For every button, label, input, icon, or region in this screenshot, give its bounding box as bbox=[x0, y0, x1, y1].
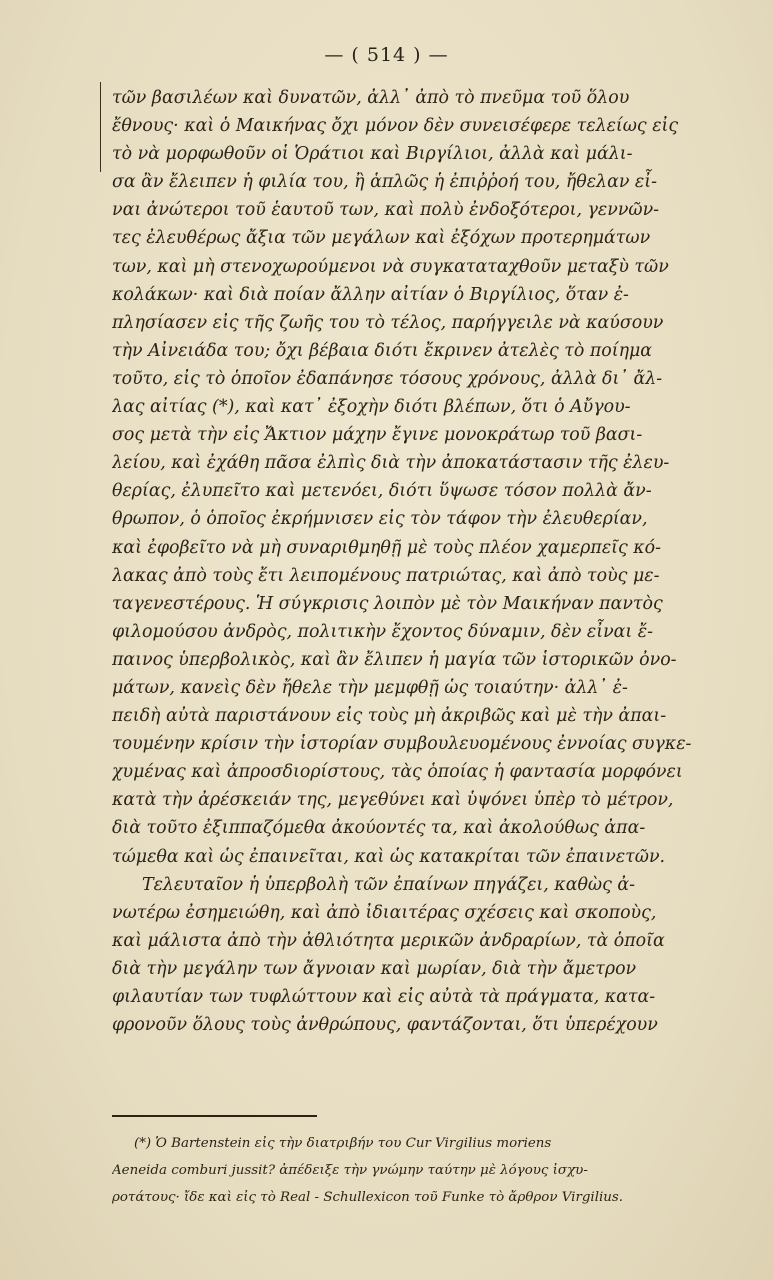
text-line: φρονοῦν ὅλους τοὺς ἀνθρώπους, φαντάζονται, ὅτι ὑπερέχουν bbox=[112, 1015, 658, 1036]
text-line: θερίας, ἐλυπεῖτο καὶ μετενόει, διότι ὕψωσε τόσον πολλὰ ἄν- bbox=[112, 481, 652, 502]
text-line: σος μετὰ τὴν εἰς Ἄκτιον μάχην ἔγινε μονοκράτωρ τοῦ βασι- bbox=[112, 425, 643, 446]
text-line: καὶ μάλιστα ἀπὸ τὴν ἀθλιότητα μερικῶν ἀνδραρίων, τὰ ὁποῖα bbox=[112, 930, 665, 951]
text-line: πειδὴ αὐτὰ παριστάνουν εἰς τοὺς μὴ ἀκριβῶς καὶ μὲ τὴν ἀπαι- bbox=[112, 706, 667, 727]
text-line: νωτέρω ἐσημειώθη, καὶ ἀπὸ ἰδιαιτέρας σχέσεις καὶ σκοποὺς, bbox=[112, 902, 657, 923]
text-line: ναι ἀνώτεροι τοῦ ἑαυτοῦ των, καὶ πολὺ ἐνδοξότεροι, γεννῶν- bbox=[112, 200, 660, 221]
margin-mark bbox=[100, 82, 101, 172]
text-line: καὶ ἐφοβεῖτο νὰ μὴ συναριθμηθῇ μὲ τοὺς πλέον χαμερπεῖς κό- bbox=[112, 537, 661, 558]
footnote bbox=[112, 1130, 747, 1211]
main-text bbox=[112, 84, 742, 1039]
text-line: των, καὶ μὴ στενοχωρούμενοι νὰ συγκαταταχθοῦν μεταξὺ τῶν bbox=[112, 256, 669, 277]
text-line: τώμεθα καὶ ὡς ἐπαινεῖται, καὶ ὡς κατακρίται τῶν ἐπαινετῶν. bbox=[112, 846, 666, 867]
text-line: θρωπον, ὁ ὁποῖος ἐκρήμνισεν εἰς τὸν τάφον τὴν ἐλευθερίαν, bbox=[112, 509, 648, 530]
text-line: τὸ νὰ μορφωθοῦν οἱ Ὁράτιοι καὶ Βιργίλιοι, ἀλλὰ καὶ μάλι- bbox=[112, 144, 633, 165]
text-line: λακας ἀπὸ τοὺς ἔτι λειπομένους πατριώτας, καὶ ἀπὸ τοὺς με- bbox=[112, 565, 660, 586]
footnote-line: Aeneida comburi jussit? ἀπέδειξε τὴν γνώμην ταύτην μὲ λόγους ἰσχυ- bbox=[112, 1163, 588, 1178]
text-line: λας αἰτίας (*), καὶ κατ᾽ ἐξοχὴν διότι βλέπων, ὅτι ὁ Αὔγου- bbox=[112, 397, 631, 418]
text-line: φιλομούσου ἀνδρὸς, πολιτικὴν ἔχοντος δύναμιν, δὲν εἶναι ἔ- bbox=[112, 621, 653, 642]
text-line: παινος ὑπερβολικὸς, καὶ ἂν ἔλιπεν ἡ μαγία τῶν ἱστορικῶν ὀνο- bbox=[112, 649, 677, 670]
text-line: τοῦτο, εἰς τὸ ὁποῖον ἐδαπάνησε τόσους χρόνους, ἀλλὰ δι᾽ ἄλ- bbox=[112, 368, 663, 389]
text-line: ταγενεστέρους. Ἡ σύγκρισις λοιπὸν μὲ τὸν Μαικήναν παντὸς bbox=[112, 593, 663, 614]
text-line: λείου, καὶ ἐχάθη πᾶσα ἐλπὶς διὰ τὴν ἀποκατάστασιν τῆς ἐλευ- bbox=[112, 453, 670, 474]
text-line: κατὰ τὴν ἀρέσκειάν της, μεγεθύνει καὶ ὑψόνει ὑπὲρ τὸ μέτρον, bbox=[112, 790, 674, 811]
text-line: τουμένην κρίσιν τὴν ἱστορίαν συμβουλευομένους ἐννοίας συγκε- bbox=[112, 734, 692, 755]
footnote-line: (*) Ὁ Bartenstein εἰς τὴν διατριβήν του Cur Virgilius moriens bbox=[134, 1136, 552, 1151]
text-line: ἔθνους· καὶ ὁ Μαικήνας ὄχι μόνον δὲν συνεισέφερε τελείως εἰς bbox=[112, 116, 679, 137]
text-line: διὰ τοῦτο ἐξιππαζόμεθα ἀκούοντές τα, καὶ ἀκολούθως ἀπα- bbox=[112, 818, 646, 839]
text-line: φιλαυτίαν των τυφλώττουν καὶ εἰς αὐτὰ τὰ πράγματα, κατα- bbox=[112, 987, 656, 1007]
footnote-line: ροτάτους· ἴδε καὶ εἰς τὸ Real - Schullexicon τοῦ Funke τὸ ἄρθρον Virgilius. bbox=[112, 1190, 624, 1205]
text-line: τες ἐλευθέρως ἄξια τῶν μεγάλων καὶ ἐξόχων προτερημάτων bbox=[112, 228, 651, 249]
text-line: κολάκων· καὶ διὰ ποίαν ἄλλην αἰτίαν ὁ Βιργίλιος, ὅταν ἐ- bbox=[112, 284, 629, 305]
text-line: τῶν βασιλέων καὶ δυνατῶν, ἀλλ᾽ ἀπὸ τὸ πνεῦμα τοῦ ὅλου bbox=[112, 88, 630, 108]
text-line: σα ἂν ἔλειπεν ἡ φιλία του, ἢ ἁπλῶς ἡ ἐπιῤῥοή του, ἤθελαν εἶ- bbox=[112, 172, 657, 193]
text-line: πλησίασεν εἰς τῆς ζωῆς του τὸ τέλος, παρήγγειλε νὰ καύσουν bbox=[112, 312, 664, 333]
text-line: τὴν Αἰνειάδα του; ὄχι βέβαια διότι ἔκρινεν ἀτελὲς τὸ ποίημα bbox=[112, 340, 653, 361]
footnote-separator bbox=[112, 1115, 317, 1117]
page-number: — ( 514 ) — bbox=[324, 44, 449, 66]
text-line: διὰ τὴν μεγάλην των ἄγνοιαν καὶ μωρίαν, διὰ τὴν ἄμετρον bbox=[112, 958, 637, 979]
text-line: μάτων, κανεὶς δὲν ἤθελε τὴν μεμφθῇ ὡς τοιαύτην· ἀλλ᾽ ἐ- bbox=[112, 677, 628, 698]
text-line: χυμένας καὶ ἀπροσδιορίστους, τὰς ὁποίας ἡ φαντασία μορφόνει bbox=[112, 762, 683, 783]
text-line: Τελευταῖον ἡ ὑπερβολὴ τῶν ἐπαίνων πηγάζει, καθὼς ἀ- bbox=[142, 874, 635, 895]
